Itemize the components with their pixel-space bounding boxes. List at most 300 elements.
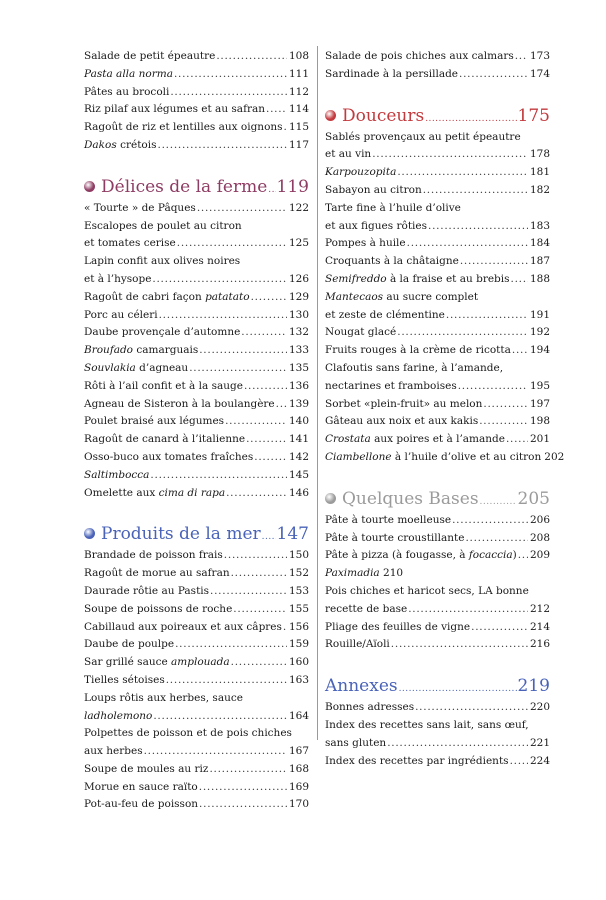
toc-entry-text <box>325 636 390 654</box>
toc-entry-text <box>325 342 511 360</box>
toc-entry-segment: Paximadia <box>325 567 380 580</box>
toc-entry <box>325 699 550 717</box>
toc-page-number: 111 <box>288 67 309 80</box>
toc-entry-text <box>84 636 174 654</box>
toc-entry-text <box>84 708 152 726</box>
toc-page-number: 117 <box>288 138 309 151</box>
toc-entry-line <box>84 761 309 779</box>
toc-page-number: 146 <box>288 486 309 499</box>
toc-entry-line <box>325 378 550 396</box>
section-dot-leader <box>268 185 275 195</box>
toc-entry-text <box>84 725 292 743</box>
toc-entry <box>325 342 550 360</box>
toc-entry <box>84 619 309 637</box>
toc-entry-segment: ) <box>512 549 517 562</box>
toc-entry-segment: Souvlakia <box>84 361 136 374</box>
toc-entry <box>84 636 309 654</box>
toc-page-number: 167 <box>288 745 309 758</box>
toc-entry-segment: « Tourte » de Pâques <box>84 201 196 214</box>
toc-entry <box>325 324 550 342</box>
toc-entry-line <box>325 218 550 236</box>
toc-page-number: 214 <box>529 620 550 633</box>
toc-entry-text <box>325 271 510 289</box>
toc-entry-segment: Pâte à tourte croustillante <box>325 531 465 544</box>
toc-entry <box>325 449 565 467</box>
toc-entry <box>84 761 309 779</box>
dot-leader <box>372 146 528 164</box>
toc-entry-segment: Salade de pois chiches aux calmars <box>325 50 514 62</box>
section-page-number: 119 <box>276 176 309 197</box>
toc-entry-segment: crétois <box>116 138 157 151</box>
toc-entry-text <box>84 565 230 583</box>
toc-page-number: 122 <box>288 201 309 214</box>
toc-entry <box>84 449 309 467</box>
toc-page-number: 112 <box>288 85 309 98</box>
dot-leader <box>199 342 287 360</box>
dot-leader <box>515 48 528 66</box>
toc-entry-line <box>325 530 550 548</box>
toc-entry-line <box>84 235 309 253</box>
toc-entry-text <box>325 565 403 583</box>
dot-leader <box>199 796 287 814</box>
section-heading <box>325 489 550 509</box>
toc-entry <box>84 796 309 814</box>
toc-entry-segment: d’agneau <box>135 361 189 374</box>
dot-leader <box>226 485 287 503</box>
dot-leader <box>512 342 528 360</box>
toc-entry <box>84 218 309 254</box>
toc-entry-segment: et tomates cerise <box>84 237 176 250</box>
toc-entry-segment: Soupe de poissons de roche <box>84 602 233 615</box>
section-dot-leader <box>480 497 517 507</box>
toc-page-number: 184 <box>529 237 550 250</box>
dot-leader <box>254 449 287 467</box>
toc-entry-line <box>325 235 550 253</box>
toc-entry <box>84 601 309 619</box>
toc-entry-text <box>325 146 371 164</box>
toc-entry-segment: Sabayon au citron <box>325 183 422 196</box>
toc-entry-line <box>84 378 309 396</box>
toc-entry-text <box>325 324 396 342</box>
toc-entry-text <box>325 307 445 325</box>
toc-entry-text <box>84 235 176 253</box>
toc-entry <box>325 636 550 654</box>
toc-entry-text <box>325 619 470 637</box>
toc-entry-line <box>84 619 309 637</box>
toc-entry-line <box>84 200 309 218</box>
section-title: Délices de la ferme <box>101 176 268 197</box>
toc-page-number: 192 <box>529 326 550 339</box>
toc-entry-text <box>84 396 275 414</box>
toc-entry-line <box>84 66 309 84</box>
toc-entry-segment: amplouada <box>171 656 230 669</box>
dot-leader <box>175 636 287 654</box>
toc-entry-text <box>84 253 240 271</box>
dot-leader <box>152 271 287 289</box>
dot-leader <box>241 324 287 342</box>
toc-page-number: 132 <box>288 326 309 339</box>
toc-entry-text <box>325 289 478 307</box>
toc-entry <box>84 467 309 485</box>
toc-entry-line <box>84 779 309 797</box>
toc-page-number: 206 <box>529 513 550 526</box>
toc-entry-line <box>84 137 309 155</box>
toc-entry-segment: Escalopes de poulet au citron <box>84 219 242 232</box>
section-heading <box>84 177 309 197</box>
toc-entry-text <box>325 699 414 717</box>
toc-entry <box>84 547 309 565</box>
toc-entry-segment: Tielles sétoises <box>84 673 165 686</box>
section-page-number: 205 <box>517 488 550 509</box>
toc-entry-line <box>84 636 309 654</box>
toc-entry-text <box>84 601 232 619</box>
toc-entry-segment: Dakos <box>84 138 117 151</box>
toc-page-number: 141 <box>288 433 309 446</box>
dot-leader <box>428 218 528 236</box>
dot-leader <box>225 413 287 431</box>
toc-entry-line <box>84 289 309 307</box>
dot-leader <box>158 137 287 155</box>
toc-page-number: 139 <box>288 397 309 410</box>
section-title: Annexes <box>325 676 398 697</box>
toc-page-number: 208 <box>529 531 550 544</box>
toc-entry-text <box>325 48 514 66</box>
toc-entry-line <box>325 601 550 619</box>
toc-entry-segment: Pompes à huile <box>325 237 406 250</box>
toc-entry <box>84 565 309 583</box>
dot-leader <box>246 431 287 449</box>
toc-entry <box>325 200 550 236</box>
toc-entry-text <box>84 101 265 119</box>
toc-page-number: 212 <box>529 602 550 615</box>
toc-entry-segment: Pâtes au brocoli <box>84 85 170 98</box>
toc-entry-segment: Index des recettes par ingrédients <box>325 754 509 767</box>
dot-leader <box>408 601 528 619</box>
toc-entry-text <box>325 129 521 147</box>
toc-entry-text <box>325 182 422 200</box>
toc-entry-line <box>325 146 550 164</box>
toc-entry-segment: focaccia <box>468 549 513 562</box>
toc-entry-segment: Sorbet «plein-fruit» au melon <box>325 397 483 410</box>
toc-entry-text <box>325 200 461 218</box>
toc-page-number: 126 <box>288 272 309 285</box>
toc-entry-segment: ladholemono <box>84 709 153 722</box>
dot-leader <box>415 699 528 717</box>
toc-entry-segment: Rôti à l’ail confit et à la sauge <box>84 379 243 392</box>
toc-entry-text <box>84 431 245 449</box>
toc-entry-line <box>325 396 550 414</box>
toc-entry-segment: Rouille/Aïoli <box>325 638 390 651</box>
toc-entry-segment: Pâte à pizza (à fougasse, à <box>325 549 469 562</box>
toc-entry <box>84 307 309 325</box>
toc-entry-line <box>84 565 309 583</box>
toc-entry-segment: Polpettes de poisson et de pois chiches <box>84 727 292 740</box>
toc-entry-line <box>84 396 309 414</box>
toc-entry-text <box>84 761 208 779</box>
toc-entry-segment: Salade de petit épeautre <box>84 50 216 62</box>
toc-page-number: 168 <box>288 762 309 775</box>
dot-leader <box>177 235 287 253</box>
toc-entry-segment: Pliage des feuilles de vigne <box>325 620 471 633</box>
toc-entry <box>84 289 309 307</box>
toc-entry-line <box>84 271 309 289</box>
toc-entry-text <box>325 583 529 601</box>
toc-entry-segment: aux herbes <box>84 745 143 758</box>
toc-entry <box>84 654 309 672</box>
section-page-number: 219 <box>517 676 550 697</box>
toc-page-number: 181 <box>529 166 550 179</box>
dot-leader <box>479 413 528 431</box>
toc-entry-segment: Pot-au-feu de poisson <box>84 798 199 811</box>
toc-entry-segment: Clafoutis sans farine, à l’amande, <box>325 361 504 374</box>
toc-entry-line <box>84 360 309 378</box>
toc-entry-segment: Sardinade à la persillade <box>325 67 459 80</box>
section-dot-leader <box>399 684 517 694</box>
toc-entry-segment: Daube provençale d’automne <box>84 326 241 339</box>
toc-entry-line <box>84 467 309 485</box>
toc-entry-text <box>325 601 407 619</box>
toc-entry-line <box>325 342 550 360</box>
toc-page-number: 159 <box>288 638 309 651</box>
dot-leader <box>244 378 287 396</box>
toc-entry <box>84 66 309 84</box>
toc-entry-segment: et au vin <box>325 148 372 161</box>
toc-entry-segment: au sucre complet <box>383 290 479 303</box>
toc-entry-text <box>84 360 188 378</box>
toc-entry-segment: Poulet braisé aux légumes <box>84 415 225 428</box>
toc-entry-text <box>84 378 243 396</box>
toc-entry-segment: Karpouzopita <box>325 166 397 179</box>
dot-leader <box>231 565 287 583</box>
toc-entry <box>325 129 550 165</box>
dot-leader <box>423 182 528 200</box>
toc-entry-text <box>84 289 250 307</box>
section-heading <box>325 676 550 696</box>
toc-entry-line <box>325 449 565 467</box>
toc-entry <box>84 137 309 155</box>
toc-page-number: 130 <box>288 308 309 321</box>
toc-page-number: 155 <box>288 602 309 615</box>
toc-entry-segment: Ragoût de riz et lentilles aux oignons <box>84 121 283 134</box>
toc-entry-text <box>84 485 225 503</box>
toc-page-number: 156 <box>288 620 309 633</box>
dot-leader <box>458 378 528 396</box>
dot-leader <box>170 84 287 102</box>
toc-entry-segment: sans gluten <box>325 736 387 749</box>
toc-entry-line <box>84 725 309 743</box>
toc-entry-line <box>325 512 550 530</box>
toc-entry <box>325 619 550 637</box>
toc-entry-line <box>325 583 550 601</box>
toc-entry-segment: à l’huile d’olive et au citron <box>391 450 542 463</box>
toc-entry <box>325 413 550 431</box>
toc-page-number: 115 <box>288 121 309 134</box>
dot-leader <box>483 396 528 414</box>
toc-entry-line <box>84 101 309 119</box>
toc-entry-line <box>84 583 309 601</box>
section-bullet-icon <box>84 528 95 539</box>
section-heading <box>325 106 550 126</box>
toc-entry <box>325 512 550 530</box>
toc-entry-line <box>84 253 309 271</box>
toc-entry-text <box>84 690 243 708</box>
toc-entry-segment: et zeste de clémentine <box>325 308 445 321</box>
toc-entry <box>84 48 309 66</box>
toc-entry <box>84 324 309 342</box>
dot-leader <box>199 779 287 797</box>
toc-entry-line <box>325 360 550 378</box>
dot-leader <box>283 619 287 637</box>
dot-leader <box>209 761 287 779</box>
dot-leader <box>210 583 287 601</box>
toc-entry-line <box>84 672 309 690</box>
toc-entry-segment: Croquants à la châtaigne <box>325 255 459 268</box>
dot-leader <box>144 743 287 761</box>
toc-entry-text <box>84 271 151 289</box>
dot-leader <box>150 467 287 485</box>
toc-entry-segment: Porc au céleri <box>84 308 158 321</box>
toc-entry-text <box>325 66 458 84</box>
toc-entry-segment: camarguais <box>133 344 199 357</box>
toc-entry-line <box>84 119 309 137</box>
dot-leader <box>518 547 528 565</box>
toc-entry-line <box>84 413 309 431</box>
toc-entry-line <box>325 753 550 771</box>
toc-entry-segment: Pois chiches et haricot secs, LA bonne <box>325 584 529 597</box>
toc-page-number: 160 <box>288 656 309 669</box>
toc-entry-text <box>325 396 482 414</box>
toc-entry-segment: Cabillaud aux poireaux et aux câpres <box>84 620 282 633</box>
column-divider <box>317 46 318 740</box>
toc-entry-line <box>325 717 550 735</box>
dot-leader <box>231 654 287 672</box>
toc-entry-segment: Pâte à tourte moelleuse <box>325 513 452 526</box>
toc-entry <box>325 235 550 253</box>
toc-page-number: 142 <box>288 450 309 463</box>
toc-page-number: 182 <box>529 183 550 196</box>
toc-entry-segment: Sablés provençaux au petit épeautre <box>325 130 521 143</box>
toc-entry-line <box>325 289 550 307</box>
toc-entry-text <box>84 342 198 360</box>
toc-entry <box>84 725 309 761</box>
toc-entry-segment: Ragoût de cabri façon <box>84 290 206 303</box>
toc-entry <box>84 779 309 797</box>
dot-leader <box>174 66 287 84</box>
toc-entry <box>84 342 309 360</box>
dot-leader <box>284 119 287 137</box>
toc-entry-segment: Riz pilaf aux légumes et au safran <box>84 103 265 116</box>
toc-page-number: 108 <box>288 50 309 62</box>
dot-leader <box>452 512 528 530</box>
toc-entry-segment: patatato <box>205 290 250 303</box>
toc-entry-segment: et aux figues rôties <box>325 219 428 232</box>
toc-entry-line <box>325 164 550 182</box>
dot-leader <box>266 101 287 119</box>
dot-leader <box>216 48 287 66</box>
toc-entry-text <box>84 449 253 467</box>
toc-page-number: 195 <box>529 379 550 392</box>
dot-leader <box>189 360 287 378</box>
toc-entry-text <box>84 467 149 485</box>
toc-entry <box>325 66 550 84</box>
toc-entry-line <box>84 84 309 102</box>
toc-entry <box>325 565 550 583</box>
toc-entry-segment: 210 <box>379 567 404 580</box>
toc-entry-segment: Omelette aux <box>84 486 159 499</box>
toc-page-number: 202 <box>544 450 565 463</box>
dot-leader <box>387 735 528 753</box>
toc-entry-text <box>84 619 282 637</box>
toc-entry-segment: Mantecaos <box>325 290 384 303</box>
toc-entry <box>325 360 550 396</box>
toc-entry-text <box>325 512 451 530</box>
toc-page-number: 170 <box>288 798 309 811</box>
toc-entry <box>325 717 550 753</box>
toc-page-number: 216 <box>529 638 550 651</box>
toc-entry-line <box>84 654 309 672</box>
toc-entry-segment: Soupe de moules au riz <box>84 762 209 775</box>
toc-entry-text <box>325 218 427 236</box>
toc-column-left <box>84 48 309 814</box>
toc-entry-line <box>84 431 309 449</box>
toc-entry-segment: et à l’hysope <box>84 272 152 285</box>
toc-entry-line <box>325 253 550 271</box>
toc-entry-line <box>84 449 309 467</box>
dot-leader <box>233 601 287 619</box>
toc-page-number: 173 <box>529 50 550 62</box>
toc-page-number: 164 <box>288 709 309 722</box>
toc-page-number: 145 <box>288 468 309 481</box>
toc-page-number: 133 <box>288 344 309 357</box>
toc-entry-segment: cima di rapa <box>158 486 226 499</box>
toc-entry-text <box>84 48 215 66</box>
toc-entry-text <box>84 672 165 690</box>
toc-entry-segment: Fruits rouges à la crème de ricotta <box>325 344 511 357</box>
toc-entry-text <box>325 449 541 467</box>
section-title: Douceurs <box>342 105 425 126</box>
toc-entry-text <box>325 717 529 735</box>
toc-entry <box>84 672 309 690</box>
section-heading <box>84 524 309 544</box>
dot-leader <box>159 307 287 325</box>
toc-entry-line <box>325 271 550 289</box>
toc-entry <box>84 396 309 414</box>
toc-entry-text <box>325 253 459 271</box>
section-title: Produits de la mer <box>101 524 261 545</box>
dot-leader <box>276 396 287 414</box>
toc-page-number: 169 <box>288 780 309 793</box>
toc-entry-segment: aux poires et à l’amande <box>370 433 505 446</box>
toc-page-number: 125 <box>288 237 309 250</box>
section-dot-leader <box>262 532 276 542</box>
toc-entry-line <box>84 324 309 342</box>
toc-page-number: 174 <box>529 67 550 80</box>
toc-entry-line <box>84 796 309 814</box>
toc-column-right <box>325 48 565 770</box>
toc-page-number: 220 <box>529 701 550 714</box>
toc-page-number: 198 <box>529 415 550 428</box>
toc-entry-line <box>84 342 309 360</box>
toc-entry-text <box>325 164 396 182</box>
toc-entry <box>84 485 309 503</box>
toc-entry-segment: Crostata <box>325 433 371 446</box>
toc-entry-text <box>84 796 198 814</box>
toc-entry-segment: Morue en sauce raïto <box>84 780 198 793</box>
toc-entry-text <box>325 431 505 449</box>
toc-entry-line <box>84 547 309 565</box>
toc-entry-text <box>325 735 386 753</box>
toc-entry-text <box>84 200 196 218</box>
